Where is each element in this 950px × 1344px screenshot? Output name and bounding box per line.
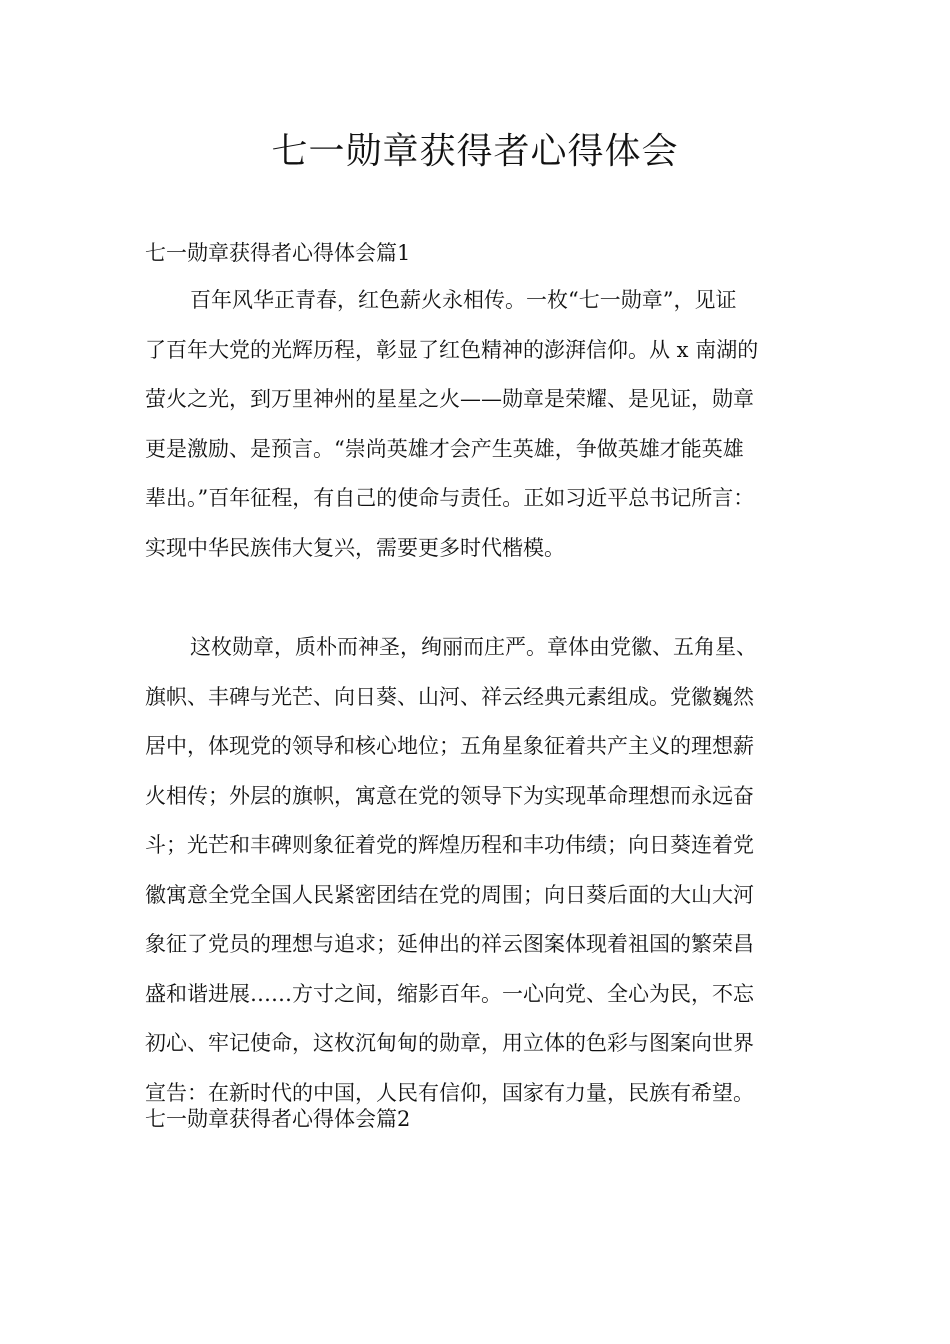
paragraph-line: 百年风华正青春，红色薪火永相传。一枚“七一勋章”，见证: [190, 288, 737, 312]
document-title: 七一勋章获得者心得体会: [271, 131, 679, 172]
paragraph-line: 徽寓意全党全国人民紧密团结在党的周围；向日葵后面的大山大河: [145, 882, 754, 907]
paragraph-line: 象征了党员的理想与追求；延伸出的祥云图案体现着祖国的繁荣昌: [145, 932, 754, 956]
paragraph-line: 斗；光芒和丰碑则象征着党的辉煌历程和丰功伟绩；向日葵连着党: [145, 833, 754, 857]
paragraph-line: 萤火之光，到万里神州的星星之火——勋章是荣耀、是见证，勋章: [145, 387, 754, 411]
section-heading-1: 七一勋章获得者心得体会篇1: [145, 241, 411, 265]
paragraph-line: 更是激励、是预言。“崇尚英雄才会产生英雄，争做英雄才能英雄: [145, 436, 744, 461]
paragraph-line: 实现中华民族伟大复兴，需要更多时代楷模。: [145, 535, 565, 560]
section-heading-2: 七一勋章获得者心得体会篇2: [145, 1107, 411, 1131]
paragraph-line: 火相传；外层的旗帜，寓意在党的领导下为实现革命理想而永远奋: [145, 783, 754, 808]
paragraph-line: 居中，体现党的领导和核心地位；五角星象征着共产主义的理想薪: [145, 734, 754, 758]
paragraph-line: 旗帜、丰碑与光芒、向日葵、山河、祥云经典元素组成。党徽巍然: [145, 684, 754, 709]
paragraph-line: 宣告：在新时代的中国，人民有信仰，国家有力量，民族有希望。: [145, 1080, 754, 1105]
paragraph-line: 初心、牢记使命，这枚沉甸甸的勋章，用立体的色彩与图案向世界: [145, 1031, 754, 1055]
paragraph-2: [145, 623, 825, 1118]
paragraph-line: 了百年大党的光辉历程，彰显了红色精神的澎湃信仰。从 x 南湖的: [145, 337, 759, 362]
paragraph-line: 这枚勋章，质朴而神圣，绚丽而庄严。章体由党徽、五角星、: [190, 635, 757, 659]
paragraph-line: 盛和谐进展……方寸之间，缩影百年。一心向党、全心为民，不忘: [145, 981, 754, 1006]
paragraph-line: 辈出。”百年征程，有自己的使命与责任。正如习近平总书记所言：: [145, 486, 755, 510]
paragraph-1: [145, 276, 825, 573]
